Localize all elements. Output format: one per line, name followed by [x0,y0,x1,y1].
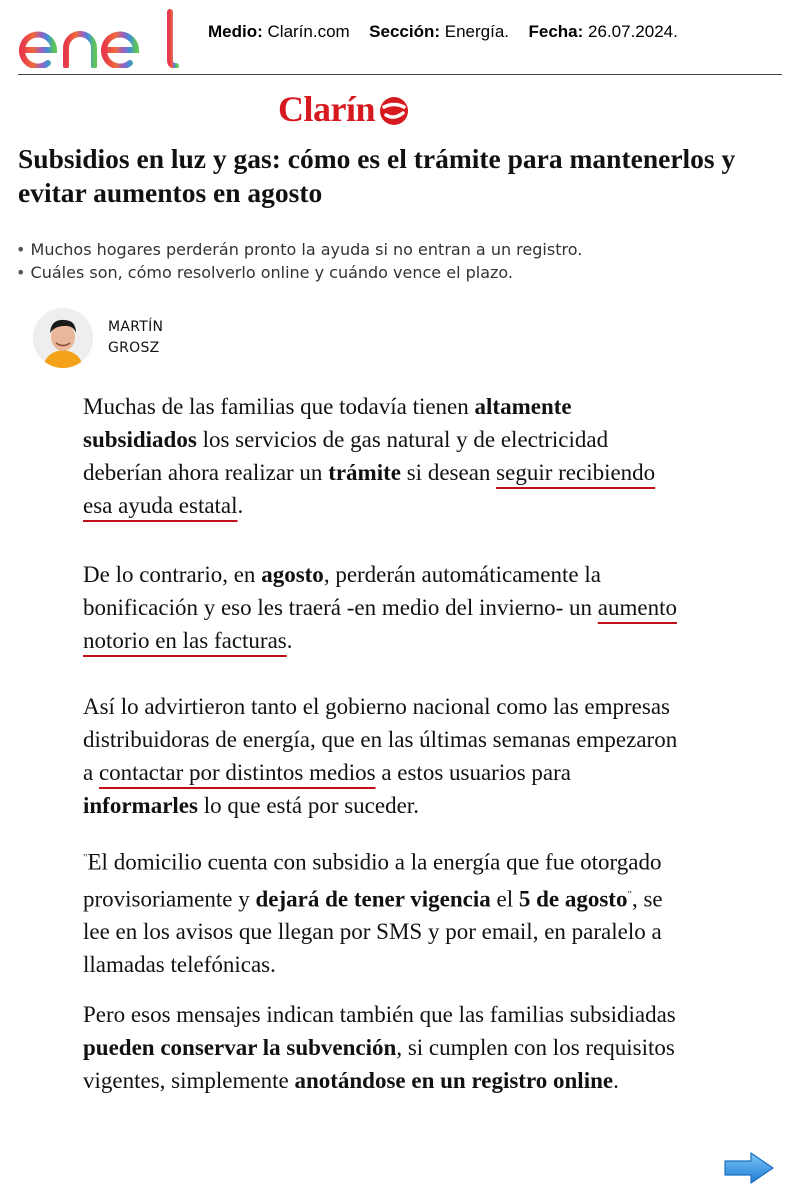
author-last-name: GROSZ [108,340,160,356]
text-run: , se lee en los avisos que llegan por SMS y por email, en paralelo a llamadas telefónicas. [83,886,663,978]
medio-value: Clarín.com [267,22,350,41]
text-run: , si cumplen con los requisitos vigentes, simplemente [83,1035,675,1093]
inline-link[interactable]: seguir recibiendo esa ayuda estatal [83,460,656,518]
inline-link[interactable]: contactar por distintos medios [98,760,376,785]
author-byline[interactable] [33,308,163,368]
clarin-symbol-icon [377,96,411,126]
text-run: Muchas de las familias que todavía tienen [83,394,475,419]
author-avatar[interactable] [33,308,93,368]
summary-bullet: • Cuáles son, cómo resolverlo online y cuándo vence el plazo. [16,261,776,284]
header-divider [18,74,782,75]
author-name[interactable] [108,317,163,359]
paragraph [83,558,683,657]
paragraph [83,842,683,981]
text-run: . [286,628,293,653]
bold-text: trámite [328,460,401,485]
text-run: el [490,886,519,912]
text-run: . [613,1068,619,1093]
text-run: De lo contrario, en [83,562,262,587]
quote-mark: " [83,852,88,864]
text-run: El domicilio cuenta con subsidio a la energía que fue otorgado provisoriamente y [83,849,662,912]
clipping-metadata [208,22,678,42]
next-page-button[interactable] [723,1151,775,1190]
paragraph [83,390,683,522]
bold-text: altamente subsidiados [83,394,572,452]
paragraph [83,690,683,822]
bold-text: informarles [83,793,198,818]
inline-link[interactable]: aumento notorio en las facturas [83,595,677,653]
text-run: Así lo advirtieron tanto el gobierno nacional como las empresas distribuidoras de energía, que en las últimas semanas empezaron a [83,694,678,785]
bold-text: 5 de agosto [518,886,628,912]
bold-text: agosto [261,562,324,587]
text-run: a estos usuarios para [375,760,572,785]
arrow-right-icon[interactable] [723,1151,775,1185]
page-header [18,8,782,74]
bold-text: dejará de tener vigencia [255,886,491,912]
text-run: , perderán automáticamente la bonificación y eso les traerá -en medio del invierno- un [83,562,601,620]
seccion-value: Energía. [444,22,510,41]
author-first-name: MARTÍN [108,319,164,335]
seccion-label: Sección: [369,22,441,41]
summary-bullet: • Muchos hogares perderán pronto la ayuda si no entran a un registro. [16,238,776,261]
fecha-value: 26.07.2024. [588,22,678,41]
quote-mark: " [627,888,632,901]
text-run: . [237,493,244,518]
text-run: Pero esos mensajes indican también que las familias subsidiadas [83,1002,676,1027]
enel-logo [18,8,180,73]
medio-label: Medio: [208,22,263,41]
bold-text: pueden conservar la subvención [83,1035,397,1060]
paragraph [83,998,683,1097]
text-run: los servicios de gas natural y de electricidad deberían ahora realizar un [83,427,609,485]
article-title: Subsidios en luz y gas: cómo es el trámite para mantenerlos y evitar aumentos en agosto [18,143,736,208]
bold-text: anotándose en un registro online [294,1068,614,1093]
fecha-label: Fecha: [528,22,584,41]
summary-bullets [16,238,776,284]
text-run: si desean [400,460,497,485]
clarin-logo [278,86,411,132]
clarin-wordmark: Clarín [278,89,376,129]
text-run: lo que está por suceder. [197,793,419,818]
